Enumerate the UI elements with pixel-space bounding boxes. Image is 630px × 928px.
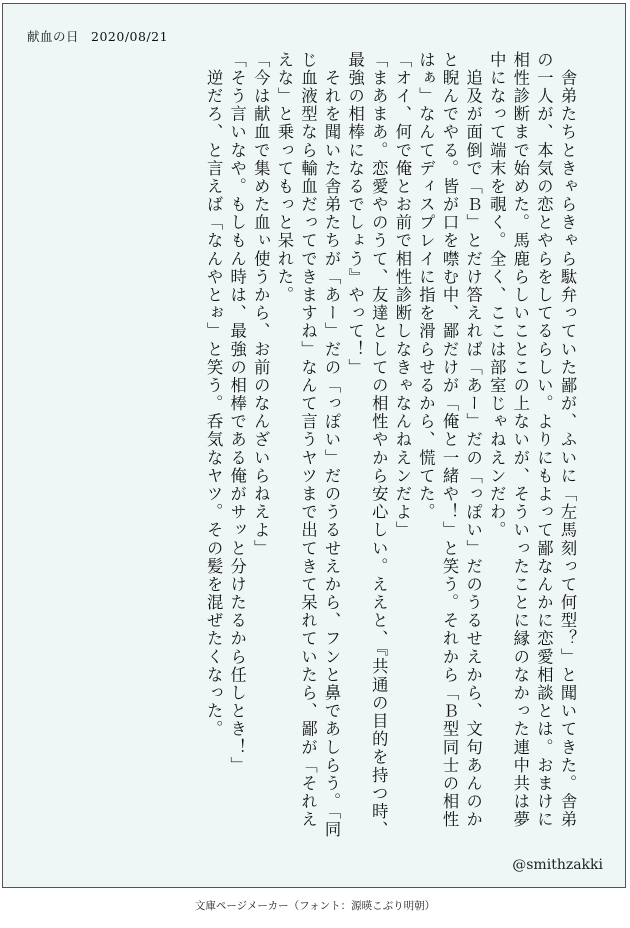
page-header (27, 27, 168, 45)
paragraph: 「まあまあ。恋愛やのうて、友達としての相性やから安心しい。ええと、『共通の目的を持つ時、最強の相棒になるでしょう』やって！」 (345, 51, 389, 839)
page-title: 献血の日 (27, 29, 80, 44)
page-card (2, 3, 626, 888)
paragraph: 「今は献血で集めた血ぃ使うから、お前のなんざいらねえよ」 (251, 51, 271, 558)
footer-caption: 文庫ページメーカー（フォント：源暎こぶり明朝） (194, 900, 436, 912)
author-credit: @smithzakki (512, 857, 603, 873)
page-date: 2020/08/21 (91, 29, 169, 44)
vertical-body-text (202, 51, 580, 841)
paragraph: 「そう言いなや。もしもん時は、最強の相棒である俺がサッと分けたるから任しとき！」 (227, 51, 247, 775)
paragraph: 「オイ、何で俺とお前で相性診断しなきゃなんねえンだよ」 (392, 51, 412, 540)
paragraph: 逆だろ、と言えば「なんやとぉ」と笑う。呑気なヤツ。その髪を混ぜたくなった。 (204, 51, 224, 739)
paragraph: それを聞いた舎弟たちが「あー」だの「っぽい」だのうるせえから、フンと鼻であしらう。「同じ血液型なら輸血だってできますね」なんて言うヤツまで出てきて呆れていたら、鄙が「それええな」と乗ってもっと呆れた。 (274, 51, 342, 839)
paragraph: 舎弟たちときゃらきゃら駄弁っていた鄙が、ふいに「左馬刻って何型？」と聞いてきた。舎弟の一人が、本気の恋とやらをしてるらしい。よりにもよって鄙なんかに恋愛相談とは。おまけに相性診断まで始めた。馬鹿らしいことこの上ないが、そういったことに縁のなかった連中共は夢中になって端末を覗く。全く、ここは部室じゃねえンだわ。 (487, 51, 577, 829)
paragraph: 追及が面倒で「Ｂ」とだけ答えれば「あー」だの「っぽい」だのうるせえから、文句あんのかと睨んでやる。皆が口を噤む中、鄙だけが「俺と一緒や！」と笑う。それから「Ｂ型同士の相性はぁ」なんてディスプレイに指を滑らせるから、慌てた。 (416, 51, 483, 829)
